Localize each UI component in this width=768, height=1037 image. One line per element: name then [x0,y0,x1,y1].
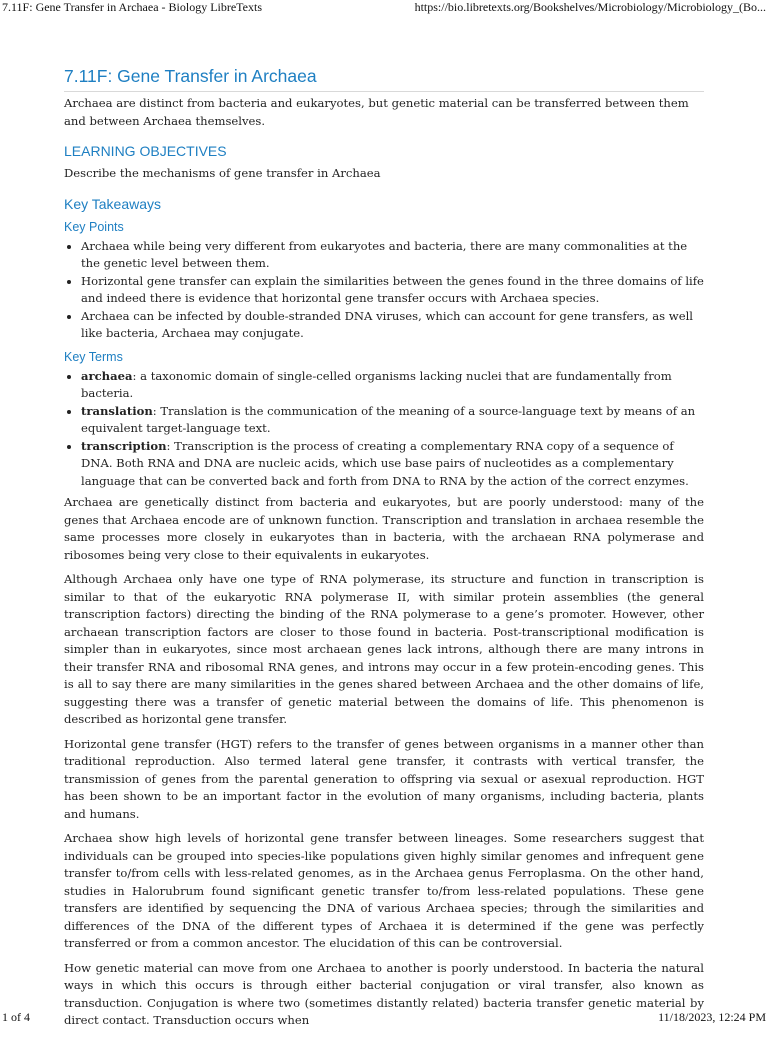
print-header-title: 7.11F: Gene Transfer in Archaea - Biology LibreTexts [2,0,262,14]
body-paragraph: Archaea are genetically distinct from bacteria and eukaryotes, but are poorly understood: many of the genes that Archaea encode are of unknown function. Transcription and translation in archaea resemble the same processes more closely in eukaryotes than in bacteria, with the archaean RNA polymerase and ribosomes being very close to their equivalents in eukaryotes. [64,495,704,562]
body-paragraph: Archaea show high levels of horizontal gene transfer between lineages. Some researchers suggest that individuals can be grouped into species-like populations given highly similar genomes and infrequent gene transfer to/from cells with less-related genomes, as in the Archaea genus Ferroplasma. On the other hand, studies in Halorubrum found significant genetic transfer to/from less-related populations. These gene transfers are identified by sequencing the DNA of various Archaea species; through the similarities and differences of the DNA of the different types of Archaea it is determined if the gene was perfectly transferred or from a common ancestor. The elucidation of this can be controversial. [64,831,704,950]
key-term: translation [81,403,153,418]
key-term: archaea [81,368,133,383]
print-header [0,0,768,16]
learning-objectives-heading: LEARNING OBJECTIVES [64,143,227,159]
print-datetime: 11/18/2023, 12:24 PM [658,1010,766,1024]
key-term-definition: : a taxonomic domain of single-celled organisms lacking nuclei that are fundamentally from bacteria. [81,368,672,400]
key-point-item: • Horizontal gene transfer can explain the similarities between the genes found in the three domains of life and indeed there is evidence that horizontal gene transfer occurs with Archaea species. [81,273,704,308]
learning-objective: Describe the mechanisms of gene transfer in Archaea [64,166,381,180]
body-paragraph: Although Archaea only have one type of RNA polymerase, its structure and function in transcription is similar to that of the eukaryotic RNA polymerase II, with similar protein assemblies (the general transcription factors) directing the binding of the RNA polymerase to a gene’s promoter. However, other archaean transcription factors are closer to those found in bacteria. Post-transcriptional modification is simpler than in eukaryotes, since most archaean genes lack introns, although there are many introns in their transfer RNA and ribosomal RNA genes, and introns may occur in a few protein-encoding genes. This is all to say there are many similarities in the genes shared between Archaea and the other domains of life, suggesting there was a transfer of genetic material between the domains of life. This phenomenon is described as horizontal gene transfer. [64,572,704,726]
body-paragraph: Horizontal gene transfer (HGT) refers to the transfer of genes between organisms in a manner other than traditional reproduction. Also termed lateral gene transfer, it contrasts with vertical transfer, the transmission of genes from the parental generation to offspring via sexual or asexual reproduction. HGT has been shown to be an important factor in the evolution of many organisms, including bacteria, plants and humans. [64,736,704,821]
key-takeaways-heading: Key Takeaways [64,195,162,212]
key-term-definition: : Transcription is the process of creating a complementary RNA copy of a sequence of DNA. Both RNA and DNA are nucleic acids, which use base pairs of nucleotides as a complementary language that can be converted back and forth from DNA to RNA by the action of the correct enzymes. [81,438,689,488]
key-points-heading: Key Points [64,219,124,234]
key-term-item [81,438,704,491]
body-paragraph: How genetic material can move from one Archaea to another is poorly understood. In bacteria the natural ways in which this occurs is through either bacterial conjugation or viral transfer, also known as transduction. Conjugation is where two (sometimes distantly related) bacteria transfer genetic material by direct contact. Transduction occurs when [64,960,704,1027]
print-header-url[interactable]: https://bio.libretexts.org/Bookshelves/Microbiology/Microbiology_(Bo... [414,0,766,14]
key-term-item [81,403,704,438]
page-title: 7.11F: Gene Transfer in Archaea [64,64,704,92]
key-point-item: • Archaea can be infected by double-stranded DNA viruses, which can account for gene transfers, as well like bacteria, Archaea may conjugate. [81,308,704,343]
key-terms-heading: Key Terms [64,349,123,364]
key-terms-list [64,368,704,491]
article [64,64,704,1037]
intro-paragraph: Archaea are distinct from bacteria and eukaryotes, but genetic material can be transferred between them and between Archaea themselves. [64,96,689,128]
key-term: transcription [81,438,167,453]
key-term-item [81,368,704,403]
key-points-list [64,238,704,343]
key-term-definition: : Translation is the communication of the meaning of a source-language text by means of an equivalent target-language text. [81,403,696,435]
page-number: 1 of 4 [2,1010,30,1024]
key-point-item: • Archaea while being very different from eukaryotes and bacteria, there are many commonalities at the the genetic level between them. [81,238,704,273]
